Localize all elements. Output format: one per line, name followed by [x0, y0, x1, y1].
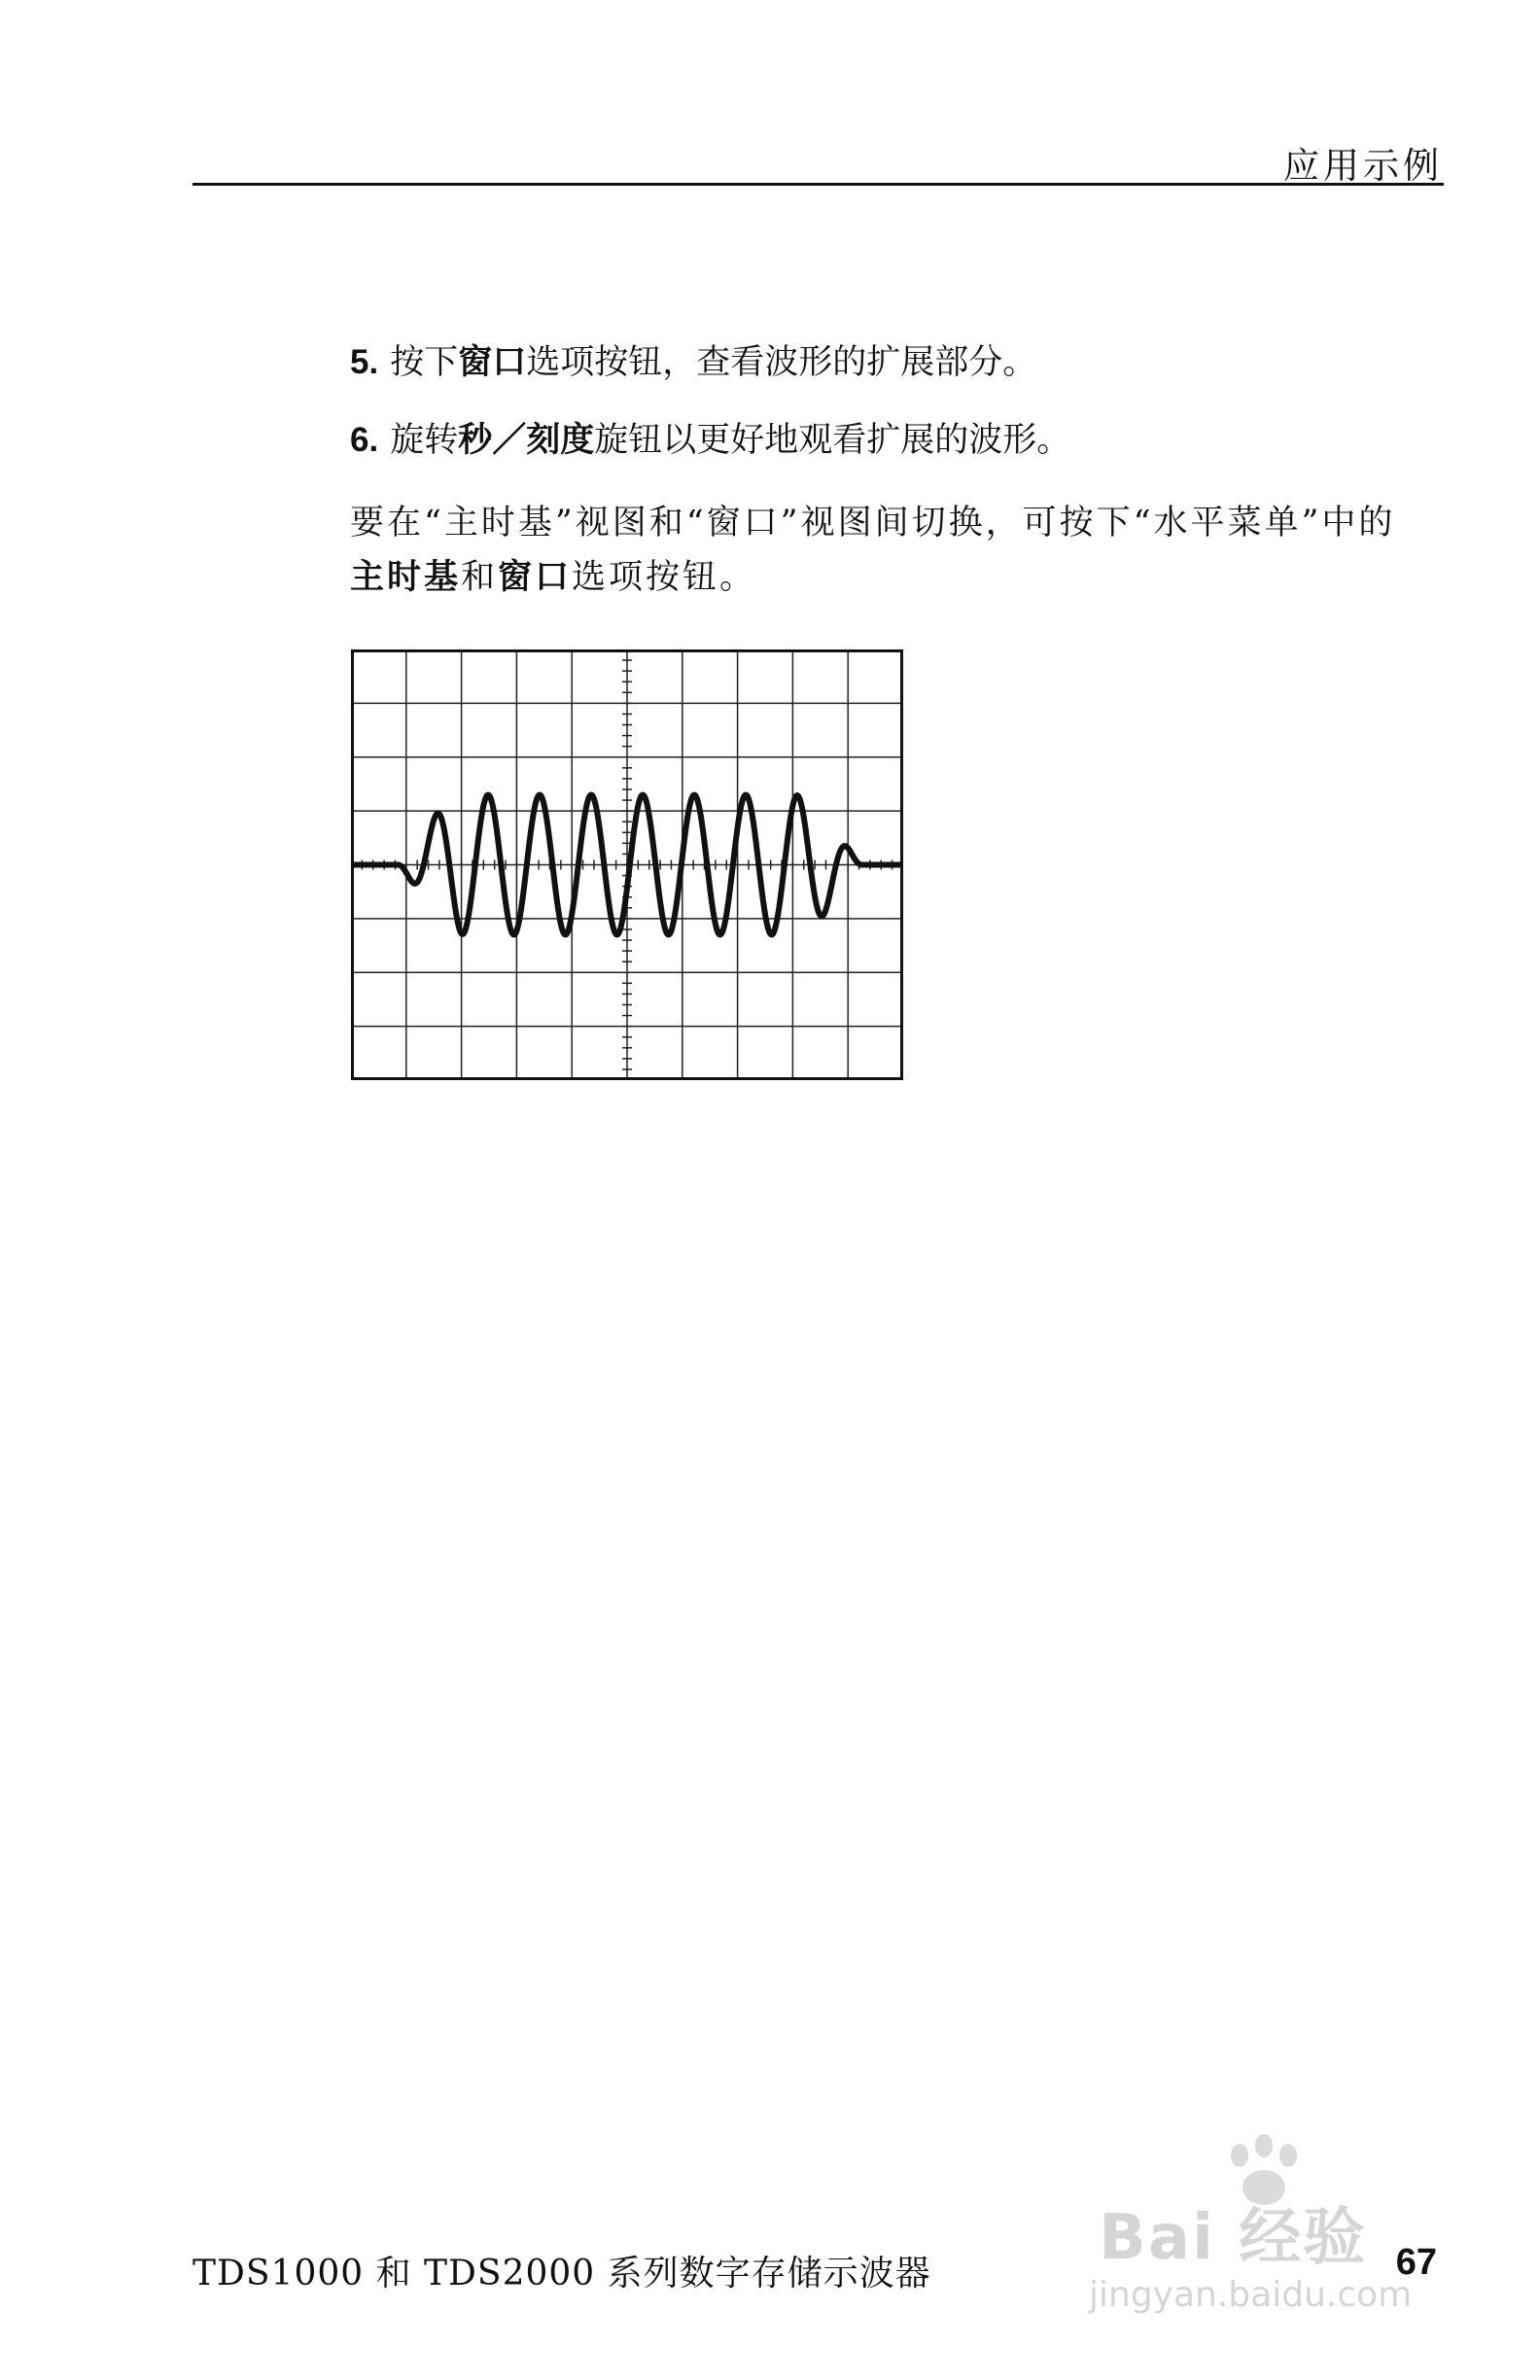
step-text-pre: 旋转: [390, 421, 459, 460]
footer-product-title: TDS1000 和 TDS2000 系列数字存储示波器: [192, 2254, 931, 2293]
step-text-pre: 按下: [390, 343, 459, 382]
step-number: 6.: [350, 421, 379, 459]
watermark-brand: Bai 经验: [1099, 2202, 1368, 2274]
para-text-pre: 要在“主时基”视图和“窗口”视图间切换，可按下“水平菜单”中的: [350, 504, 1396, 542]
step-text-post: 旋钮以更好地观看扩展的波形。: [594, 421, 1071, 460]
page-header-title: 应用示例: [1283, 145, 1443, 187]
para-text-post: 选项按钮。: [572, 558, 757, 597]
step-bold-term: 窗口: [458, 342, 527, 382]
step-number: 5.: [350, 343, 379, 381]
step-5: [350, 340, 1400, 385]
step-bold-term: 秒／刻度: [458, 420, 595, 460]
para-bold-main-timebase: 主时基: [350, 557, 462, 597]
page-number: 67: [1395, 2242, 1437, 2283]
step-6: [350, 418, 1400, 463]
para-bold-window: 窗口: [498, 557, 573, 597]
baidu-jingyan-watermark: [1079, 2129, 1439, 2324]
para-text-mid: 和: [461, 558, 499, 597]
header-rule: [192, 183, 1444, 186]
page-content: [350, 340, 1400, 605]
watermark-url: jingyan.baidu.com: [1089, 2275, 1413, 2315]
step-text-post: 选项按钮，查看波形的扩展部分。: [526, 343, 1037, 382]
oscilloscope-display: [351, 649, 903, 1080]
switch-view-paragraph: [350, 496, 1400, 605]
